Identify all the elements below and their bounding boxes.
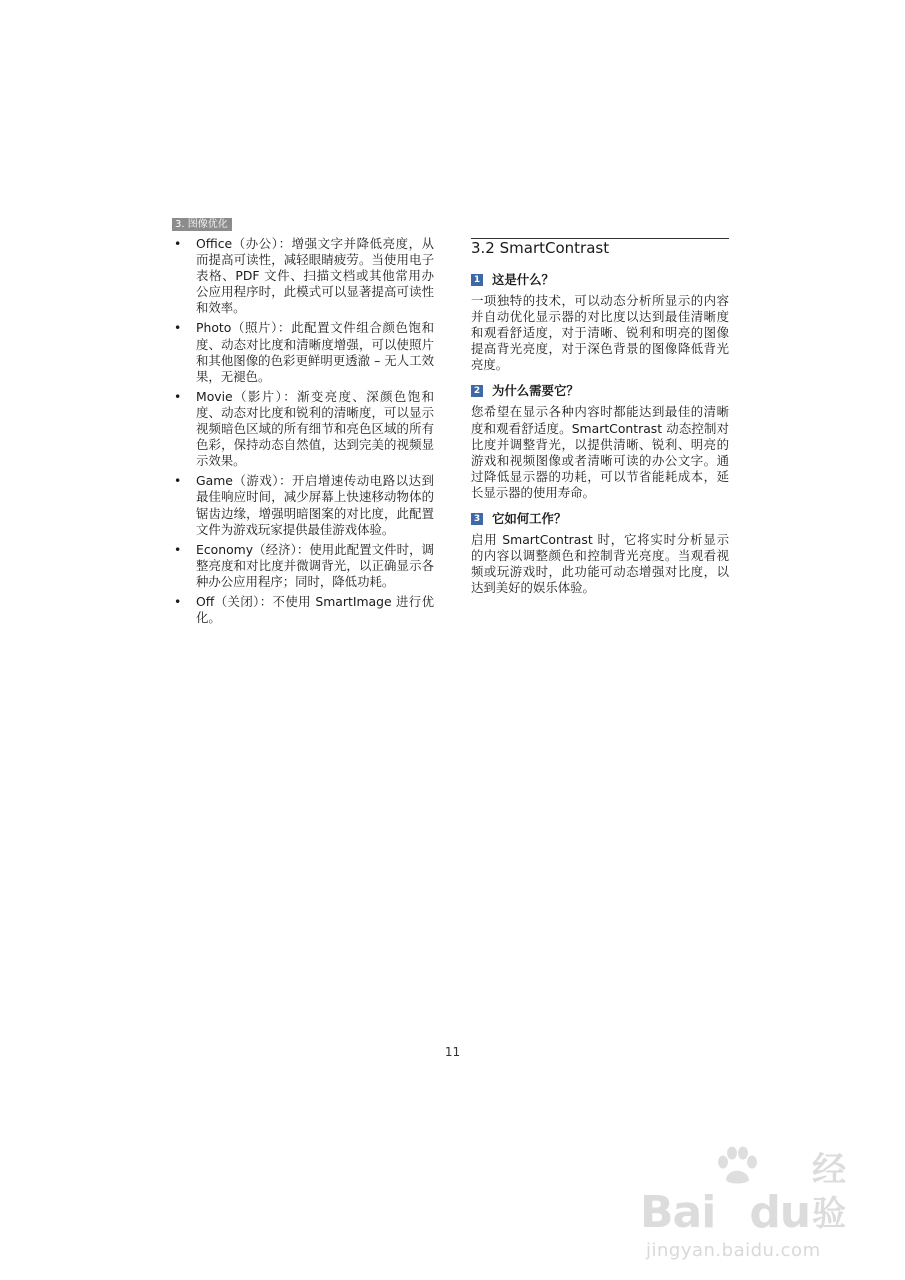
list-item-text: Photo（照片）：此配置文件组合颜色饱和度、动态对比度和清晰度增强，可以使照片和其他图像的色彩更鲜明更透澈 – 无人工效果，无褪色。: [196, 320, 434, 384]
bullet-icon: •: [174, 320, 182, 336]
watermark-url: jingyan.baidu.com: [646, 1240, 821, 1261]
list-item-office: [172, 236, 434, 316]
list-item-text: Game（游戏）：开启增速传动电路以达到最佳响应时间，减少屏幕上快速移动物体的锯齿边缘，增强明暗图案的对比度，此配置文件为游戏玩家提供最佳游戏体验。: [196, 473, 434, 537]
question-heading-text: 这是什么？: [492, 272, 554, 287]
watermark-brand-cn: 经验: [812, 1150, 847, 1234]
smartimage-mode-list: [172, 236, 434, 630]
section-tag: 3. 图像优化: [172, 218, 232, 231]
bullet-icon: •: [174, 236, 182, 251]
list-item-text: Off（关闭）：不使用 SmartImage 进行优化。: [196, 593, 434, 626]
question-heading-what: [471, 272, 729, 288]
list-item-text: Movie（影片）：渐变亮度、深颜色饱和度、动态对比度和锐利的清晰度，可以显示视频暗色区域的所有细节和亮色区域的所有色彩，保持动态自然值，达到完美的视频显示效果。: [196, 388, 434, 469]
number-badge-icon: 3: [471, 513, 483, 525]
number-badge-icon: 2: [471, 385, 483, 397]
list-item-economy: [172, 542, 434, 590]
list-item-text: Economy（经济）：使用此配置文件时，调整亮度和对比度并微调背光，以正确显示各种办公应用程序；同时，降低功耗。: [196, 541, 434, 589]
paw-icon: [714, 1146, 760, 1186]
smartcontrast-section: [471, 238, 729, 596]
list-item-game: [172, 473, 434, 537]
question-answer: 启用 SmartContrast 时，它将实时分析显示的内容以调整颜色和控制背光亮度。当观看视频或玩游戏时，此功能可动态增强对比度，以达到美好的娱乐体验。: [471, 532, 729, 596]
page-number: 11: [444, 1045, 461, 1059]
section-title: 3.2 SmartContrast: [471, 239, 610, 257]
bullet-icon: •: [174, 473, 182, 489]
number-badge-icon: 1: [471, 274, 483, 286]
question-heading-how: [471, 511, 729, 527]
bullet-icon: •: [174, 388, 182, 404]
question-answer: 一项独特的技术，可以动态分析所显示的内容并自动优化显示器的对比度以达到最佳清晰度和观看舒适度，对于清晰、锐利和明亮的图像提高背光亮度，对于深色背景的图像降低背光亮度。: [471, 293, 729, 373]
bullet-icon: •: [174, 593, 182, 609]
baidu-jingyan-watermark: [640, 1148, 870, 1261]
bullet-icon: •: [174, 541, 182, 557]
list-item-movie: [172, 389, 434, 469]
question-heading-why: [471, 383, 729, 399]
question-heading-text: 为什么需要它？: [492, 383, 579, 399]
list-item-text: Office（办公）：增强文字并降低亮度，从而提高可读性，减轻眼睛疲劳。当使用电子表格、PDF 文件、扫描文档或其他常用办公应用程序时，此模式可以显著提高可读性和效率。: [196, 236, 434, 316]
watermark-brand: Bai: [640, 1187, 716, 1238]
question-heading-text: 它如何工作？: [492, 511, 567, 527]
watermark-brand-tail: du: [749, 1187, 811, 1238]
list-item-off: [172, 594, 434, 626]
question-answer: 您希望在显示各种内容时都能达到最佳的清晰度和观看舒适度。SmartContrast 动态控制对比度并调整背光，以提供清晰、锐利、明亮的游戏和视频图像或者清晰可读的办公文字。通过降低显示器的功耗，可以节省能耗成本，延长显示器的使用寿命。: [471, 404, 729, 500]
list-item-photo: [172, 320, 434, 384]
